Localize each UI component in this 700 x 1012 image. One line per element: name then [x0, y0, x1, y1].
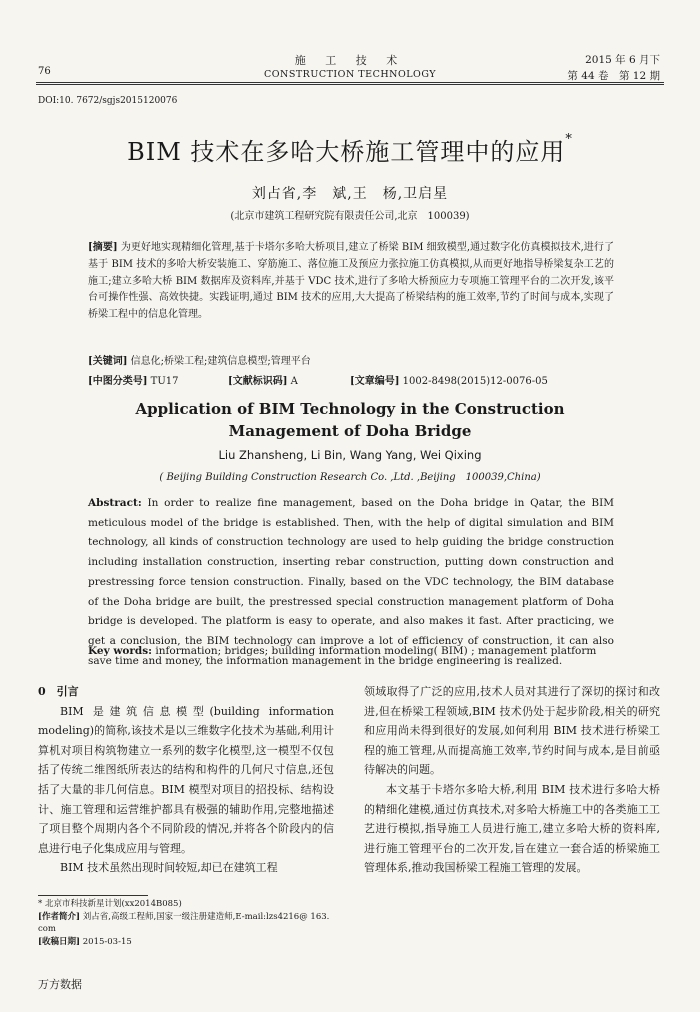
abstract-en-label: Abstract: [88, 497, 142, 509]
classification-row [88, 372, 628, 388]
issue-volume: 第 44 卷 第 12 期 [567, 70, 660, 82]
keywords-cn [88, 354, 614, 370]
title-cn-text: BIM 技术在多哈大桥施工管理中的应用 [127, 138, 566, 166]
doc-label: [文献标识码] [228, 376, 288, 387]
article-label: [文章编号] [350, 376, 400, 387]
body-paragraph: 领域取得了广泛的应用,技术人员对其进行了深切的探讨和改进,但在桥梁工程领域,BIM 技术仍处于起步阶段,相关的研究和应用尚未得到很好的发展,如何利用 BIM 技术进行桥梁工程的施工管理,从而提高施工效率,节约时间与成本,是目前亟待解决的问题。 [364, 685, 660, 777]
body-paragraph: BIM 技术虽然出现时间较短,却已在建筑工程 [60, 861, 278, 875]
title-en [60, 398, 640, 442]
keywords-en-text: information; bridges; building information modeling( BIM) ; management platform [155, 645, 597, 657]
clc-label: [中图分类号] [88, 376, 148, 387]
watermark: 万方数据 [38, 978, 82, 991]
footnote-fund: * 北京市科技新星计划(xx2014B085) [38, 899, 182, 909]
footnote-date-text: 2015-03-15 [82, 936, 132, 947]
abstract-cn [88, 240, 614, 324]
doc-value: A [290, 376, 298, 387]
doi: DOI:10. 7672/sgjs2015120076 [38, 96, 178, 106]
header-rule-2 [36, 84, 664, 85]
footnote-date-label: [收稿日期] [38, 936, 81, 947]
keywords-cn-text: 信息化;桥梁工程;建筑信息模型;管理平台 [130, 356, 311, 367]
abstract-cn-text: 为更好地实现精细化管理,基于卡塔尔多哈大桥项目,建立了桥梁 BIM 细致模型,通过数字化仿真模拟技术,进行了基于 BIM 技术的多哈大桥安装施工、穿筋施工、落位施工及预应力张拉施工仿真模拟,从而更好地指导桥梁复杂工艺的施工;建立多哈大桥 BIM 数据库及资料库,并基于 VDC 技术,进行了多哈大桥预应力专项施工管理平台的二次开发,该平台可操作性强、高效快捷。实践证明,通过 BIM 技术的应用,大大提高了桥梁结构的施工效率,节约了时间与成本,实现了桥梁工程中的信息化管理。 [88, 242, 614, 321]
footnote-date [38, 936, 338, 949]
issue-info [567, 52, 660, 84]
issue-date: 2015 年 6 月下 [585, 54, 660, 66]
section-heading: 0 引言 [38, 685, 79, 698]
header-rule [36, 82, 664, 83]
keywords-cn-label: [关键词] [88, 356, 128, 367]
body-paragraph: 本文基于卡塔尔多哈大桥,利用 BIM 技术进行多哈大桥的精细化建模,通过仿真技术,对多哈大桥施工中的各类施工工艺进行模拟,指导施工人员进行施工,建立多哈大桥的资料库,进行施工管理平台的二次开发,旨在建立一套合适的桥梁施工管理体系,推动我国桥梁工程施工管理的发展。 [364, 782, 660, 875]
body-paragraph: BIM 是建筑信息模型(building information modeling)的简称,该技术是以三维数字化技术为基础,利用计算机对项目构筑物建立一系列的数字化模型,这一模型不仅包括了传统二维图纸所表达的结构和构件的几何尺寸信息,还包括了大量的非几何信息。BIM 模型对项目的招投标、结构设计、施工管理和运营维护都具有极强的辅助作用,完整地描述了项目整个周期内各个不同阶段的情况,并将各个阶段内的信息进行电子化集成应用与管理。 [38, 704, 334, 855]
body-column-right [364, 682, 660, 878]
page-number: 76 [38, 66, 51, 77]
keywords-en [88, 643, 614, 659]
keywords-en-label: Key words: [88, 645, 153, 657]
title-cn [60, 132, 640, 167]
authors-en: Liu Zhansheng, Li Bin, Wang Yang, Wei Qixing [218, 448, 482, 462]
abstract-en-text: In order to realize fine management, based on the Doha bridge in Qatar, the BIM meticulous model of the bridge is established. Then, with the help of digital simulation and BIM technology, all kinds of construction technology are used to help guiding the bridge construction including installation construction, inserting rebar construction, putting down construction and prestressing force tension construction. Finally, based on the VDC technology, the BIM database of the Doha bridge are built, the prestressed special construction management platform of Doha bridge is developed. The platform is easy to operate, and also makes it fast. After practicing, we get a conclusion, the BIM technology can improve a lot of efficiency of construction, it can also save time and money, the information management in the bridge engineering is realized. [88, 497, 614, 667]
footnote-author-text: 刘占省,高级工程师,国家一级注册建造师,E-mail:lzs4216@ 163. com [38, 911, 330, 934]
title-en-line2: Management of Doha Bridge [228, 422, 472, 440]
affiliation-en: ( Beijing Building Construction Research Co. ,Ltd. ,Beijing 100039,China) [159, 472, 541, 483]
clc-value: TU17 [150, 376, 179, 387]
affiliation-cn: (北京市建筑工程研究院有限责任公司,北京 100039) [230, 211, 470, 222]
journal-name-cn: 施 工 技 术 [294, 54, 406, 67]
journal-name-en: CONSTRUCTION TECHNOLOGY [263, 69, 437, 80]
footnote-author [38, 911, 338, 936]
article-value: 1002-8498(2015)12-0076-05 [402, 376, 548, 387]
title-footnote-mark: * [565, 132, 573, 147]
title-en-line1: Application of BIM Technology in the Construction [135, 400, 565, 418]
abstract-cn-label: [摘要] [88, 242, 118, 253]
footnote-author-label: [作者简介] [38, 911, 81, 922]
footnote-rule [38, 895, 148, 896]
body-column-left [38, 682, 334, 878]
authors-cn: 刘占省,李 斌,王 杨,卫启星 [251, 186, 449, 202]
footnote [38, 898, 338, 948]
journal-header [200, 52, 500, 80]
